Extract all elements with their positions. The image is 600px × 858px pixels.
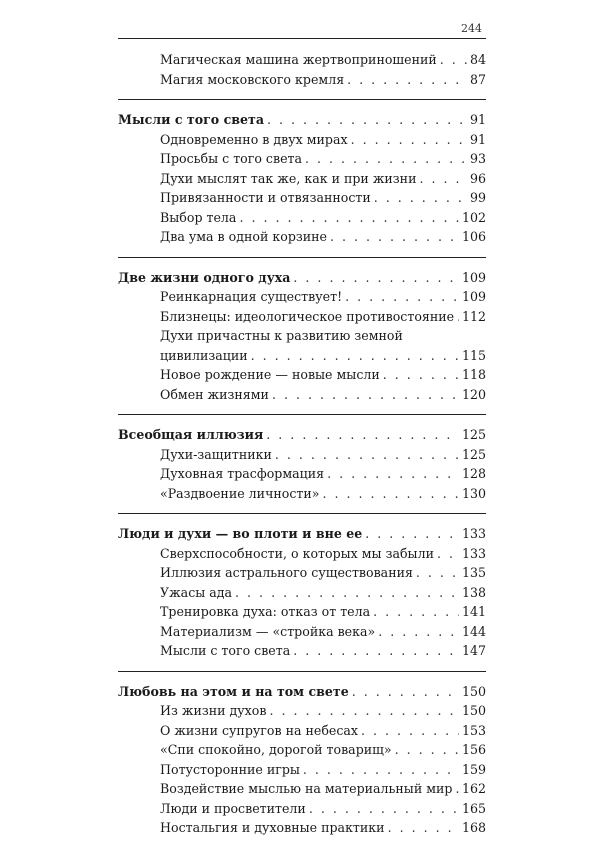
entry-title: Сверхспособности, о которых мы забыли xyxy=(160,545,434,561)
section-heading xyxy=(118,425,486,445)
leader-dots xyxy=(235,583,459,603)
entry-title: Выбор тела xyxy=(160,209,237,225)
header-rule xyxy=(118,38,486,39)
leader-dots xyxy=(269,701,459,721)
toc-entry xyxy=(118,149,486,169)
entry-title: Просьбы с того света xyxy=(160,151,303,166)
entry-title: О жизни супругов на небесах xyxy=(160,722,359,738)
entry-title: Ужасы ада xyxy=(160,584,233,600)
toc-entry xyxy=(118,208,486,228)
entry-page: 120 xyxy=(461,386,486,402)
leader-dots xyxy=(305,149,467,169)
section-page: 133 xyxy=(461,526,486,541)
entry-page: 168 xyxy=(461,820,486,835)
leader-dots xyxy=(293,641,459,661)
entry-title: Привязанности и отвязанности xyxy=(160,190,371,205)
section-title: Мысли с того света xyxy=(118,112,264,127)
leader-dots xyxy=(361,721,459,741)
toc-section xyxy=(118,682,486,848)
toc-entry xyxy=(118,602,486,622)
entry-title: Магия московского кремля xyxy=(160,71,345,87)
leader-dots xyxy=(330,227,459,247)
page-number: 244 xyxy=(461,22,482,35)
entry-title: Материализм — «стройка века» xyxy=(160,623,376,639)
leader-dots xyxy=(437,544,459,564)
section-title: Люди и духи — во плоти и вне ее xyxy=(118,526,363,541)
toc-entry xyxy=(118,721,486,741)
leader-dots xyxy=(365,524,459,544)
leader-dots xyxy=(251,346,459,366)
entry-title: Новое рождение — новые мысли xyxy=(160,367,380,382)
leader-dots xyxy=(272,385,459,405)
section-heading xyxy=(118,268,486,288)
entry-title: «Спи спокойно, дорогой товарищ» xyxy=(160,742,392,757)
toc-entry xyxy=(118,484,486,504)
entry-title: Воздействие мыслью на материальный мир xyxy=(160,781,453,796)
toc-entry xyxy=(118,563,486,583)
section-page: 109 xyxy=(461,269,486,285)
toc-entry xyxy=(118,818,486,838)
leader-dots xyxy=(309,799,459,819)
toc-entry xyxy=(118,307,486,327)
toc-section xyxy=(118,425,486,514)
entry-page: 99 xyxy=(469,190,486,205)
leader-dots xyxy=(267,110,467,130)
entry-title-continued: цивилизации xyxy=(160,347,248,363)
leader-dots xyxy=(275,445,459,465)
entry-page: 147 xyxy=(461,643,486,658)
entry-title: «Раздвоение личности» xyxy=(160,485,320,501)
entry-title: Из жизни духов xyxy=(160,703,267,718)
toc-entry xyxy=(118,779,486,799)
leader-dots xyxy=(416,563,459,583)
entry-title: Люди и просветители xyxy=(160,800,306,816)
leader-dots xyxy=(383,365,459,385)
toc-entry xyxy=(118,445,486,465)
toc-entry xyxy=(118,50,486,70)
leader-dots xyxy=(303,760,459,780)
toc-entry xyxy=(118,70,486,90)
entry-page: 141 xyxy=(461,604,486,619)
entry-title: Обмен жизнями xyxy=(160,386,269,402)
entry-page: 112 xyxy=(461,308,486,324)
leader-dots xyxy=(239,208,459,228)
toc-section xyxy=(118,268,486,416)
leader-dots xyxy=(374,188,467,208)
entry-page: 150 xyxy=(461,703,486,718)
entry-title: Духи-защитники xyxy=(160,446,272,462)
toc-entry xyxy=(118,227,486,247)
entry-page: 106 xyxy=(461,229,486,244)
entry-page: 91 xyxy=(469,131,486,147)
entry-page: 138 xyxy=(461,584,486,600)
toc-entry xyxy=(118,760,486,780)
toc-entry xyxy=(118,641,486,661)
leader-dots xyxy=(378,622,459,642)
leader-dots xyxy=(323,484,459,504)
entry-title: Одновременно в двух мирах xyxy=(160,131,348,147)
entry-title: Реинкарнация существует! xyxy=(160,289,343,304)
entry-page: 125 xyxy=(461,446,486,462)
section-heading xyxy=(118,524,486,544)
toc-entry xyxy=(118,169,486,189)
entry-title: Тренировка духа: отказ от тела xyxy=(160,604,371,619)
leader-dots xyxy=(351,130,467,150)
toc-entry xyxy=(118,365,486,385)
entry-page: 128 xyxy=(461,466,486,481)
toc-entry xyxy=(118,544,486,564)
section-heading xyxy=(118,682,486,702)
entry-page: 156 xyxy=(461,742,486,757)
entry-page: 93 xyxy=(469,151,486,166)
entry-page: 102 xyxy=(461,209,486,225)
leader-dots xyxy=(419,169,467,189)
entry-page: 118 xyxy=(461,367,486,382)
toc-section xyxy=(118,50,486,100)
entry-page: 165 xyxy=(461,800,486,816)
entry-title: Духовная трасформация xyxy=(160,466,325,481)
toc-entry xyxy=(118,583,486,603)
entry-page: 96 xyxy=(469,170,486,186)
section-page: 150 xyxy=(461,683,486,699)
leader-dots xyxy=(327,464,459,484)
entry-page: 133 xyxy=(461,545,486,561)
leader-dots xyxy=(345,287,459,307)
entry-page: 87 xyxy=(469,71,486,87)
leader-dots xyxy=(352,682,459,702)
entry-page: 135 xyxy=(461,565,486,580)
entry-page: 144 xyxy=(461,623,486,639)
entry-title: Потусторонние игры xyxy=(160,761,300,777)
toc-entry xyxy=(118,464,486,484)
section-page: 91 xyxy=(469,112,486,127)
toc-entry xyxy=(118,130,486,150)
entry-page: 162 xyxy=(461,781,486,796)
leader-dots xyxy=(457,307,459,327)
entry-title: Два ума в одной корзине xyxy=(160,229,327,244)
entry-page: 84 xyxy=(469,52,486,67)
leader-dots xyxy=(293,268,459,288)
toc-entry xyxy=(118,326,486,346)
entry-page: 115 xyxy=(461,347,486,363)
section-page: 125 xyxy=(461,427,486,442)
toc-section xyxy=(118,524,486,672)
table-of-contents xyxy=(118,50,486,858)
section-title: Любовь на этом и на том свете xyxy=(118,683,349,699)
entry-page: 159 xyxy=(461,761,486,777)
leader-dots xyxy=(347,70,467,90)
entry-page: 153 xyxy=(461,722,486,738)
entry-page: 130 xyxy=(461,485,486,501)
toc-entry xyxy=(118,385,486,405)
toc-section xyxy=(118,110,486,258)
section-title: Две жизни одного духа xyxy=(118,269,291,285)
leader-dots xyxy=(440,50,467,70)
entry-title: Ностальгия и духовные практики xyxy=(160,820,385,835)
section-heading xyxy=(118,110,486,130)
toc-entry-continued xyxy=(118,346,486,366)
toc-entry xyxy=(118,701,486,721)
entry-title: Духи причастны к развитию земной xyxy=(160,328,403,343)
toc-entry xyxy=(118,287,486,307)
leader-dots xyxy=(266,425,459,445)
entry-title: Магическая машина жертвоприношений xyxy=(160,52,437,67)
leader-dots xyxy=(373,602,459,622)
entry-title: Иллюзия астрального существования xyxy=(160,565,413,580)
leader-dots xyxy=(388,818,459,838)
toc-entry xyxy=(118,188,486,208)
entry-title: Духи мыслят так же, как и при жизни xyxy=(160,170,417,186)
entry-title: Близнецы: идеологическое противостояние xyxy=(160,308,455,324)
toc-entry xyxy=(118,799,486,819)
entry-title: Мысли с того света xyxy=(160,643,291,658)
section-title: Всеобщая иллюзия xyxy=(118,427,264,442)
toc-entry xyxy=(118,622,486,642)
entry-page: 109 xyxy=(461,289,486,304)
leader-dots xyxy=(455,779,458,799)
